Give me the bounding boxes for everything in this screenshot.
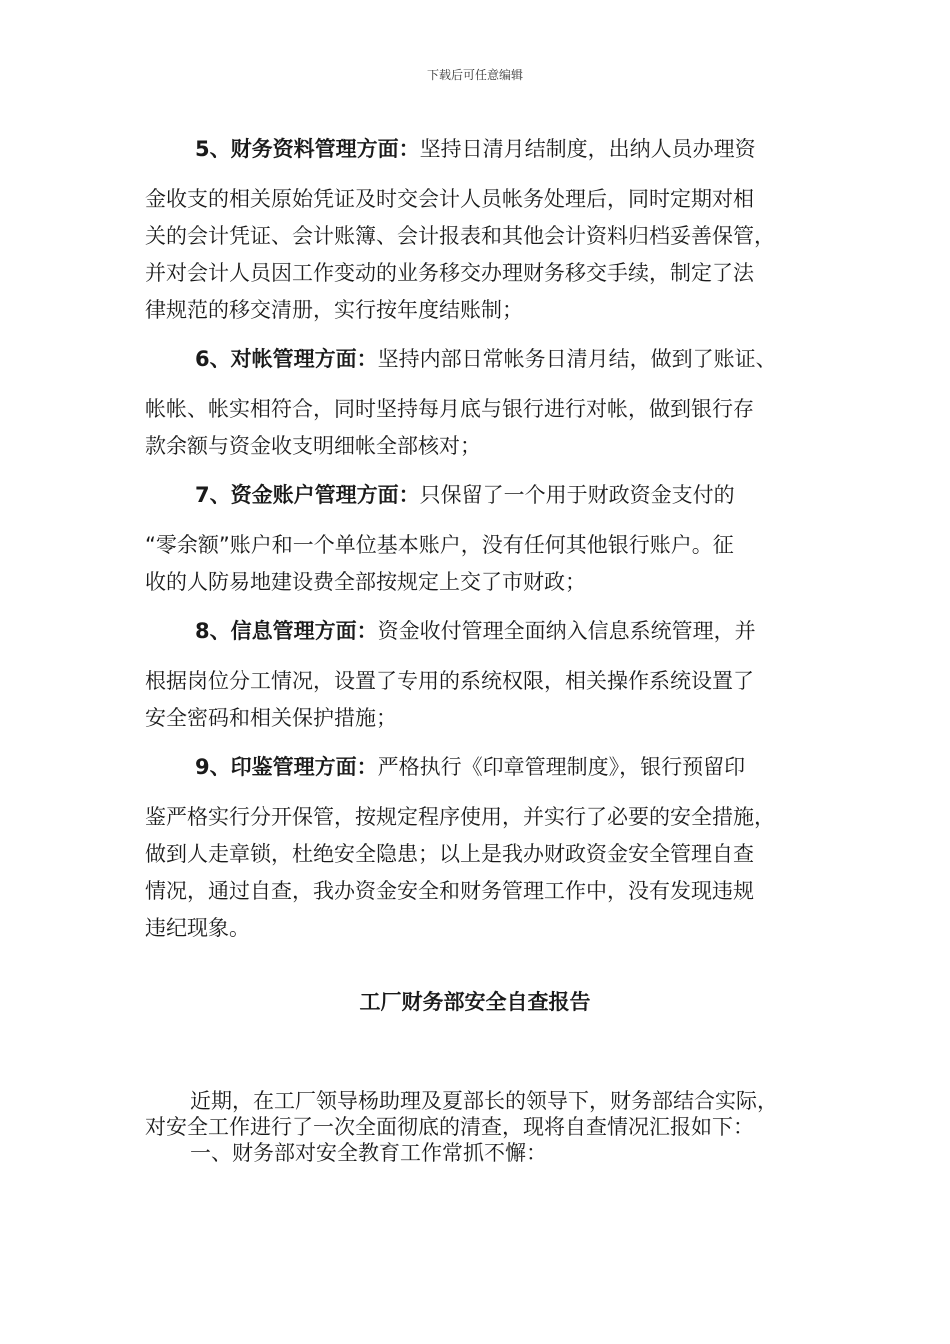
item-5-line: 金收支的相关原始凭证及时交会计人员帐务处理后，同时定期对相	[145, 187, 754, 211]
item-6-line: 款余额与资金收支明细帐全部核对；	[145, 434, 481, 458]
item-9-line: 做到人走章锁，杜绝安全隐患；以上是我办财政资金安全管理自查	[145, 842, 754, 866]
item-5-line: 并对会计人员因工作变动的业务移交办理财务移交手续，制定了法	[145, 261, 754, 285]
report-paragraph-line: 对安全工作进行了一次全面彻底的清查，现将自查情况汇报如下：	[145, 1115, 754, 1139]
report-title: 工厂财务部安全自查报告	[359, 990, 591, 1014]
item-9-text: 严格执行《印章管理制度》，银行预留印	[377, 755, 746, 779]
item-9-first-line	[195, 753, 745, 781]
item-7-text: 只保留了一个用于财政资金支付的	[419, 483, 735, 507]
item-5-line: 关的会计凭证、会计账簿、会计报表和其他会计资料归档妥善保管，	[145, 224, 775, 248]
item-8-first-line	[195, 617, 756, 645]
item-7-line: 收的人防易地建设费全部按规定上交了市财政；	[145, 570, 586, 594]
report-section-heading: 一、财务部对安全教育工作常抓不懈：	[190, 1141, 547, 1165]
item-9-line: 违纪现象。	[145, 916, 250, 940]
item-6-line: 帐帐、帐实相符合，同时坚持每月底与银行进行对帐，做到银行存	[145, 397, 754, 421]
item-7-first-line	[195, 481, 735, 509]
item-8-text: 资金收付管理全面纳入信息系统管理，并	[377, 619, 756, 643]
item-6-first-line	[195, 345, 777, 373]
item-5-text: 坚持日清月结制度，出纳人员办理资	[419, 137, 756, 161]
item-6-text: 坚持内部日常帐务日清月结，做到了账证、	[377, 347, 777, 371]
item-9-line: 情况，通过自查，我办资金安全和财务管理工作中，没有发现违规	[145, 879, 754, 903]
item-5-first-line	[195, 135, 756, 163]
item-7-line: “零余额”账户和一个单位基本账户，没有任何其他银行账户。征	[145, 533, 734, 557]
item-6-heading: 6、对帐管理方面：	[195, 347, 378, 371]
item-8-line: 安全密码和相关保护措施；	[145, 706, 397, 730]
item-5-heading: 5、财务资料管理方面：	[195, 137, 420, 161]
item-7-heading: 7、资金账户管理方面：	[195, 483, 420, 507]
item-5-line: 律规范的移交清册，实行按年度结账制；	[145, 298, 523, 322]
item-9-line: 鉴严格实行分开保管，按规定程序使用，并实行了必要的安全措施，	[145, 805, 775, 829]
report-paragraph-line: 近期，在工厂领导杨助理及夏部长的领导下，财务部结合实际，	[190, 1089, 778, 1113]
item-8-line: 根据岗位分工情况，设置了专用的系统权限，相关操作系统设置了	[145, 669, 754, 693]
item-8-heading: 8、信息管理方面：	[195, 619, 378, 643]
item-9-heading: 9、印鉴管理方面：	[195, 755, 378, 779]
page-header: 下载后可任意编辑	[426, 68, 523, 82]
